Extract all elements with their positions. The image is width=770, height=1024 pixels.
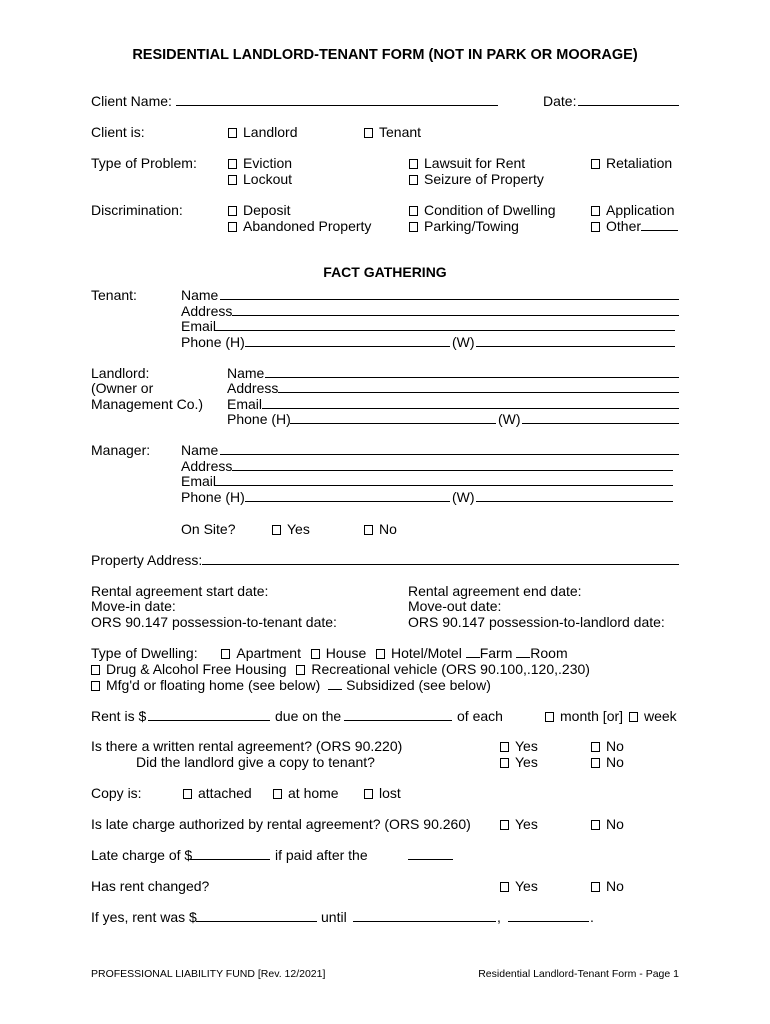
move-in-label: Move-in date:	[91, 598, 176, 614]
manager-phone-h-label: Phone (H)	[181, 489, 245, 505]
landlord-phone-w-label: (W)	[498, 411, 521, 427]
checkbox-deposit[interactable]: Deposit	[228, 202, 290, 218]
landlord-email-label: Email	[227, 396, 263, 412]
of-each-label: of each	[457, 708, 503, 724]
room-label: Room	[530, 645, 568, 661]
checkbox-on-site-yes[interactable]: Yes	[272, 521, 310, 537]
checkbox-late-no[interactable]: No	[591, 816, 624, 832]
manager-address-field[interactable]	[232, 470, 673, 471]
checkbox-icon	[591, 206, 600, 216]
checkbox-icon	[272, 525, 281, 535]
date-field[interactable]	[578, 105, 679, 106]
manager-label: Manager:	[91, 442, 151, 458]
checkbox-attached[interactable]: attached	[183, 785, 252, 801]
landlord-address-label: Address	[227, 380, 279, 396]
if-yes-rent-label: If yes, rent was $	[91, 909, 197, 925]
date-label: Date:	[543, 93, 577, 109]
checkbox-icon	[629, 712, 638, 722]
checkbox-written-yes[interactable]: Yes	[500, 738, 538, 754]
checkbox-seizure-of-property[interactable]: Seizure of Property	[409, 171, 544, 187]
dwelling-line-1	[91, 645, 568, 661]
checkbox-icon	[91, 681, 100, 691]
room-field[interactable]	[516, 645, 530, 658]
landlord-email-field[interactable]	[262, 408, 679, 409]
checkbox-icon	[591, 758, 600, 768]
checkbox-week[interactable]: week	[629, 708, 677, 724]
checkbox-month[interactable]: month [or]	[545, 708, 623, 724]
checkbox-recreational-vehicle[interactable]: Recreational vehicle (ORS 90.100,.120,.230)	[296, 661, 590, 677]
checkbox-icon	[91, 665, 100, 675]
tenant-name-field[interactable]	[220, 299, 679, 300]
checkbox-icon	[591, 820, 600, 830]
tenant-address-field[interactable]	[232, 315, 679, 316]
manager-email-field[interactable]	[215, 485, 673, 486]
checkbox-icon	[591, 159, 600, 169]
checkbox-condition-of-dwelling[interactable]: Condition of Dwelling	[409, 202, 556, 218]
paid-after-field[interactable]	[408, 859, 453, 860]
tenant-email-field[interactable]	[215, 330, 675, 331]
checkbox-lost[interactable]: lost	[364, 785, 401, 801]
tenant-phone-h-field[interactable]	[245, 346, 450, 347]
footer-left: PROFESSIONAL LIABILITY FUND [Rev. 12/2021]	[91, 968, 326, 980]
paid-after-label: if paid after the	[275, 847, 368, 863]
farm-field[interactable]	[466, 645, 480, 658]
checkbox-icon	[591, 222, 600, 232]
manager-email-label: Email	[181, 473, 217, 489]
checkbox-copy-yes[interactable]: Yes	[500, 754, 538, 770]
tenant-email-label: Email	[181, 318, 217, 334]
manager-name-field[interactable]	[220, 454, 679, 455]
copy-given-question: Did the landlord give a copy to tenant?	[136, 754, 375, 770]
tenant-phone-h-label: Phone (H)	[181, 334, 245, 350]
checkbox-lawsuit-for-rent[interactable]: Lawsuit for Rent	[409, 155, 525, 171]
checkbox-icon	[500, 758, 509, 768]
checkbox-mfgd-floating-home[interactable]: Mfg'd or floating home (see below)	[91, 677, 320, 693]
checkbox-icon	[364, 525, 373, 535]
checkbox-icon	[296, 665, 305, 675]
client-is-label: Client is:	[91, 124, 145, 140]
landlord-label-management: Management Co.)	[91, 396, 204, 412]
dwelling-line-2	[91, 661, 590, 677]
tenant-phone-w-label: (W)	[452, 334, 475, 350]
checkbox-lockout[interactable]: Lockout	[228, 171, 292, 187]
checkbox-written-no[interactable]: No	[591, 738, 624, 754]
problem-label: Type of Problem:	[91, 155, 197, 171]
farm-label: Farm	[479, 645, 513, 661]
manager-name-label: Name	[181, 442, 219, 458]
fact-gathering-heading: FACT GATHERING	[323, 264, 447, 280]
checkbox-icon	[228, 128, 237, 138]
checkbox-icon	[591, 742, 600, 752]
checkbox-hotel-motel[interactable]: Hotel/Motel	[376, 645, 462, 661]
checkbox-icon	[228, 222, 237, 232]
landlord-address-field[interactable]	[278, 392, 679, 393]
checkbox-changed-no[interactable]: No	[591, 878, 624, 894]
on-site-label: On Site?	[181, 521, 236, 537]
rental-start-label: Rental agreement start date:	[91, 583, 269, 599]
checkbox-application[interactable]: Application	[591, 202, 675, 218]
checkbox-icon	[364, 789, 373, 799]
checkbox-on-site-no[interactable]: No	[364, 521, 397, 537]
checkbox-parking-towing[interactable]: Parking/Towing	[409, 218, 519, 234]
due-day-field[interactable]	[344, 720, 452, 721]
subsidized-field[interactable]	[328, 677, 342, 690]
tenant-name-label: Name	[181, 287, 219, 303]
until-period: .	[590, 909, 594, 925]
checkbox-icon	[500, 882, 509, 892]
checkbox-at-home[interactable]: at home	[273, 785, 339, 801]
manager-address-label: Address	[181, 458, 233, 474]
checkbox-tenant[interactable]: Tenant	[364, 124, 421, 140]
checkbox-retaliation[interactable]: Retaliation	[591, 155, 672, 171]
manager-phone-w-label: (W)	[452, 489, 475, 505]
due-on-label: due on the	[275, 708, 342, 724]
checkbox-apartment[interactable]: Apartment	[221, 645, 301, 661]
tenant-phone-w-field[interactable]	[476, 346, 675, 347]
dwelling-line-3	[91, 677, 491, 693]
rent-is-label: Rent is $	[91, 708, 147, 724]
landlord-phone-w-field[interactable]	[522, 423, 679, 424]
ors-tenant-label: ORS 90.147 possession-to-tenant date:	[91, 614, 337, 630]
other-field[interactable]	[641, 218, 678, 231]
rental-end-label: Rental agreement end date:	[408, 583, 582, 599]
checkbox-icon	[500, 820, 509, 830]
manager-phone-h-field[interactable]	[245, 501, 450, 502]
checkbox-eviction[interactable]: Eviction	[228, 155, 292, 171]
ors-landlord-label: ORS 90.147 possession-to-landlord date:	[408, 614, 665, 630]
copy-is-label: Copy is:	[91, 785, 142, 801]
landlord-phone-h-label: Phone (H)	[227, 411, 291, 427]
discrimination-label: Discrimination:	[91, 202, 183, 218]
checkbox-copy-no[interactable]: No	[591, 754, 624, 770]
property-address-field[interactable]	[202, 564, 679, 565]
checkbox-icon	[228, 159, 237, 169]
checkbox-icon	[311, 649, 320, 659]
checkbox-icon	[409, 206, 418, 216]
checkbox-icon	[591, 882, 600, 892]
written-agreement-question: Is there a written rental agreement? (ORS 90.220)	[91, 738, 403, 754]
until-comma: ,	[497, 909, 501, 925]
footer-page-number: Residential Landlord-Tenant Form - Page 1	[478, 968, 679, 980]
checkbox-icon	[228, 206, 237, 216]
checkbox-icon	[228, 175, 237, 185]
rent-changed-question: Has rent changed?	[91, 878, 210, 894]
checkbox-icon	[376, 649, 385, 659]
checkbox-icon	[500, 742, 509, 752]
checkbox-changed-yes[interactable]: Yes	[500, 878, 538, 894]
landlord-phone-h-field[interactable]	[290, 423, 496, 424]
checkbox-icon	[409, 222, 418, 232]
checkbox-icon	[409, 175, 418, 185]
tenant-address-label: Address	[181, 303, 233, 319]
subsidized-label: Subsidized (see below)	[346, 677, 491, 693]
late-charge-question: Is late charge authorized by rental agreement? (ORS 90.260)	[91, 816, 471, 832]
dwelling-label: Type of Dwelling:	[91, 645, 198, 661]
checkbox-icon	[221, 649, 230, 659]
prior-rent-field[interactable]	[196, 921, 317, 922]
checkbox-abandoned-property[interactable]: Abandoned Property	[228, 218, 371, 234]
checkbox-icon	[409, 159, 418, 169]
landlord-label: Landlord:	[91, 365, 150, 381]
checkbox-icon	[545, 712, 554, 722]
checkbox-house[interactable]: House	[311, 645, 366, 661]
until-date-field[interactable]	[353, 921, 496, 922]
until-label: until	[321, 909, 347, 925]
checkbox-late-yes[interactable]: Yes	[500, 816, 538, 832]
checkbox-other[interactable]: Other	[591, 218, 678, 234]
page-title: RESIDENTIAL LANDLORD-TENANT FORM (NOT IN PARK OR MOORAGE)	[132, 47, 638, 63]
checkbox-icon	[364, 128, 373, 138]
checkbox-icon	[183, 789, 192, 799]
landlord-name-label: Name	[227, 365, 265, 381]
checkbox-icon	[273, 789, 282, 799]
late-charge-label: Late charge of $	[91, 847, 193, 863]
checkbox-drug-alcohol-free[interactable]: Drug & Alcohol Free Housing	[91, 661, 287, 677]
landlord-name-field[interactable]	[265, 377, 679, 378]
client-name-field[interactable]	[176, 105, 498, 106]
late-charge-amount-field[interactable]	[190, 859, 270, 860]
tenant-label: Tenant:	[91, 287, 137, 303]
checkbox-landlord[interactable]: Landlord	[228, 124, 298, 140]
property-address-label: Property Address:	[91, 552, 203, 568]
until-year-field[interactable]	[508, 921, 589, 922]
landlord-label-owner: (Owner or	[91, 380, 154, 396]
rent-amount-field[interactable]	[148, 720, 270, 721]
client-name-label: Client Name:	[91, 93, 172, 109]
move-out-label: Move-out date:	[408, 598, 502, 614]
manager-phone-w-field[interactable]	[476, 501, 673, 502]
